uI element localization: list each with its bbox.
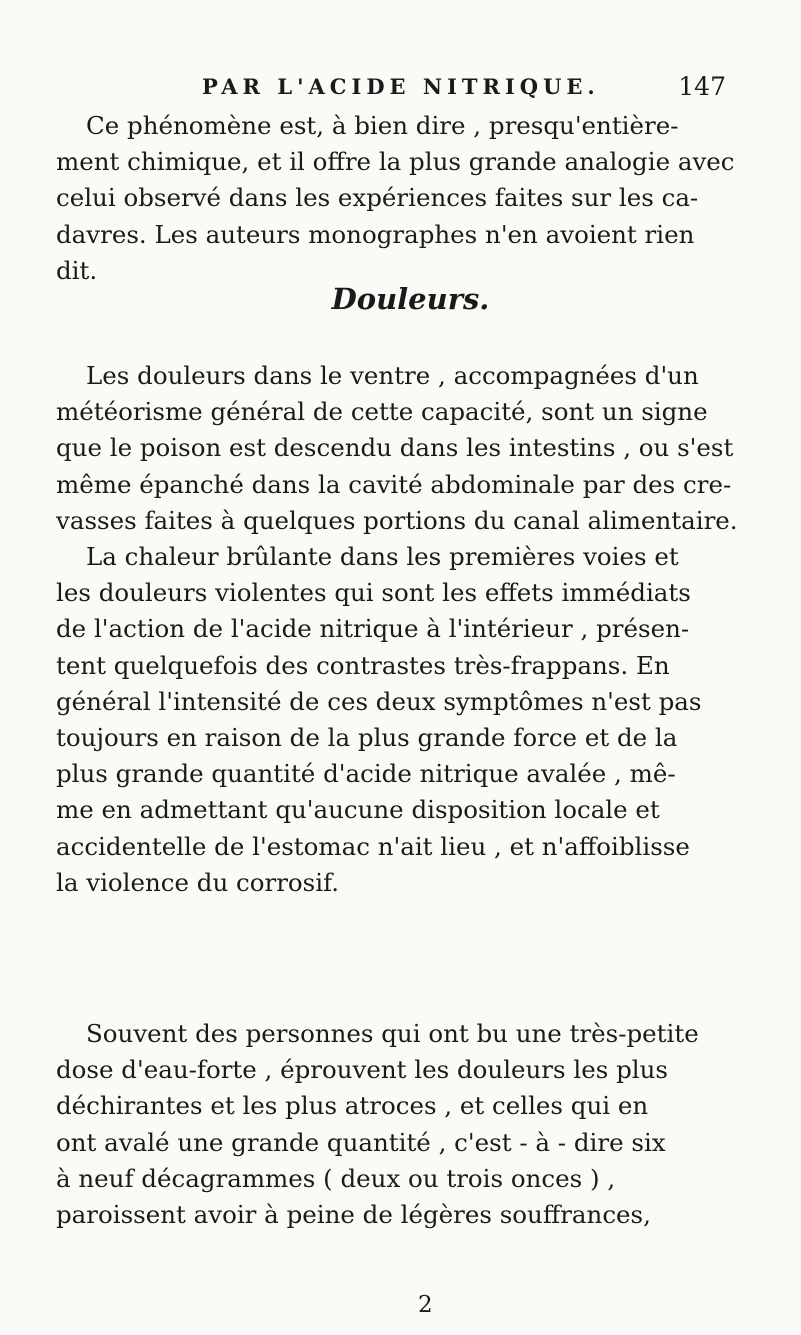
text-line: météorisme général de cette capacité, sont un signe (56, 397, 708, 427)
text-line: général l'intensité de ces deux symptômes n'est pas (56, 686, 702, 716)
page-number: 147 (678, 72, 726, 101)
text-line: Ce phénomène est, à bien dire , presqu'entière- (86, 111, 679, 140)
text-line: vasses faites à quelques portions du canal alimentaire. (56, 505, 738, 535)
text-line: me en admettant qu'aucune disposition locale et (56, 795, 660, 825)
text-line: ont avalé une grande quantité , c'est - à - dire six (56, 1127, 666, 1157)
text-line: les douleurs violentes qui sont les effets immédiats (56, 578, 691, 608)
paragraph-souvent (56, 1016, 776, 1233)
text-line: tent quelquefois des contrastes très-frappans. En (56, 650, 670, 680)
text-line: ment chimique, et il offre la plus grande analogie avec (56, 147, 735, 177)
running-head (140, 74, 770, 106)
signature-mark: 2 (418, 1292, 433, 1318)
text-line: Les douleurs dans le ventre , accompagnées d'un (86, 361, 699, 390)
text-line: paroissent avoir à peine de légères souffrances, (56, 1200, 651, 1230)
text-line: davres. Les auteurs monographes n'en avoient rien (56, 219, 695, 249)
text-line: dose d'eau-forte , éprouvent les douleurs les plus (56, 1055, 668, 1085)
paragraph-douleurs (56, 358, 776, 901)
text-line: la violence du corrosif. (56, 867, 340, 897)
text-line: que le poison est descendu dans les intestins , ou s'est (56, 433, 734, 463)
text-line: de l'action de l'acide nitrique à l'intérieur , présen- (56, 614, 690, 644)
text-line: toujours en raison de la plus grande force et de la (56, 723, 678, 753)
running-title: PAR L'ACIDE NITRIQUE. (202, 74, 600, 99)
text-line: accidentelle de l'estomac n'ait lieu , et n'affoiblisse (56, 831, 690, 861)
text-line: Souvent des personnes qui ont bu une très-petite (86, 1019, 699, 1048)
text-line: dit. (56, 255, 98, 285)
text-line: déchirantes et les plus atroces , et celles qui en (56, 1091, 649, 1121)
text-line: plus grande quantité d'acide nitrique avalée , mê- (56, 759, 676, 789)
section-heading: Douleurs. (331, 282, 490, 316)
paragraph-phenomene (56, 108, 776, 289)
text-line: celui observé dans les expériences faites sur les ca- (56, 183, 699, 213)
text-line: La chaleur brûlante dans les premières voies et (86, 542, 679, 572)
text-line: même épanché dans la cavité abdominale par des cre- (56, 469, 732, 499)
text-line: à neuf décagrammes ( deux ou trois onces ) , (56, 1163, 616, 1193)
